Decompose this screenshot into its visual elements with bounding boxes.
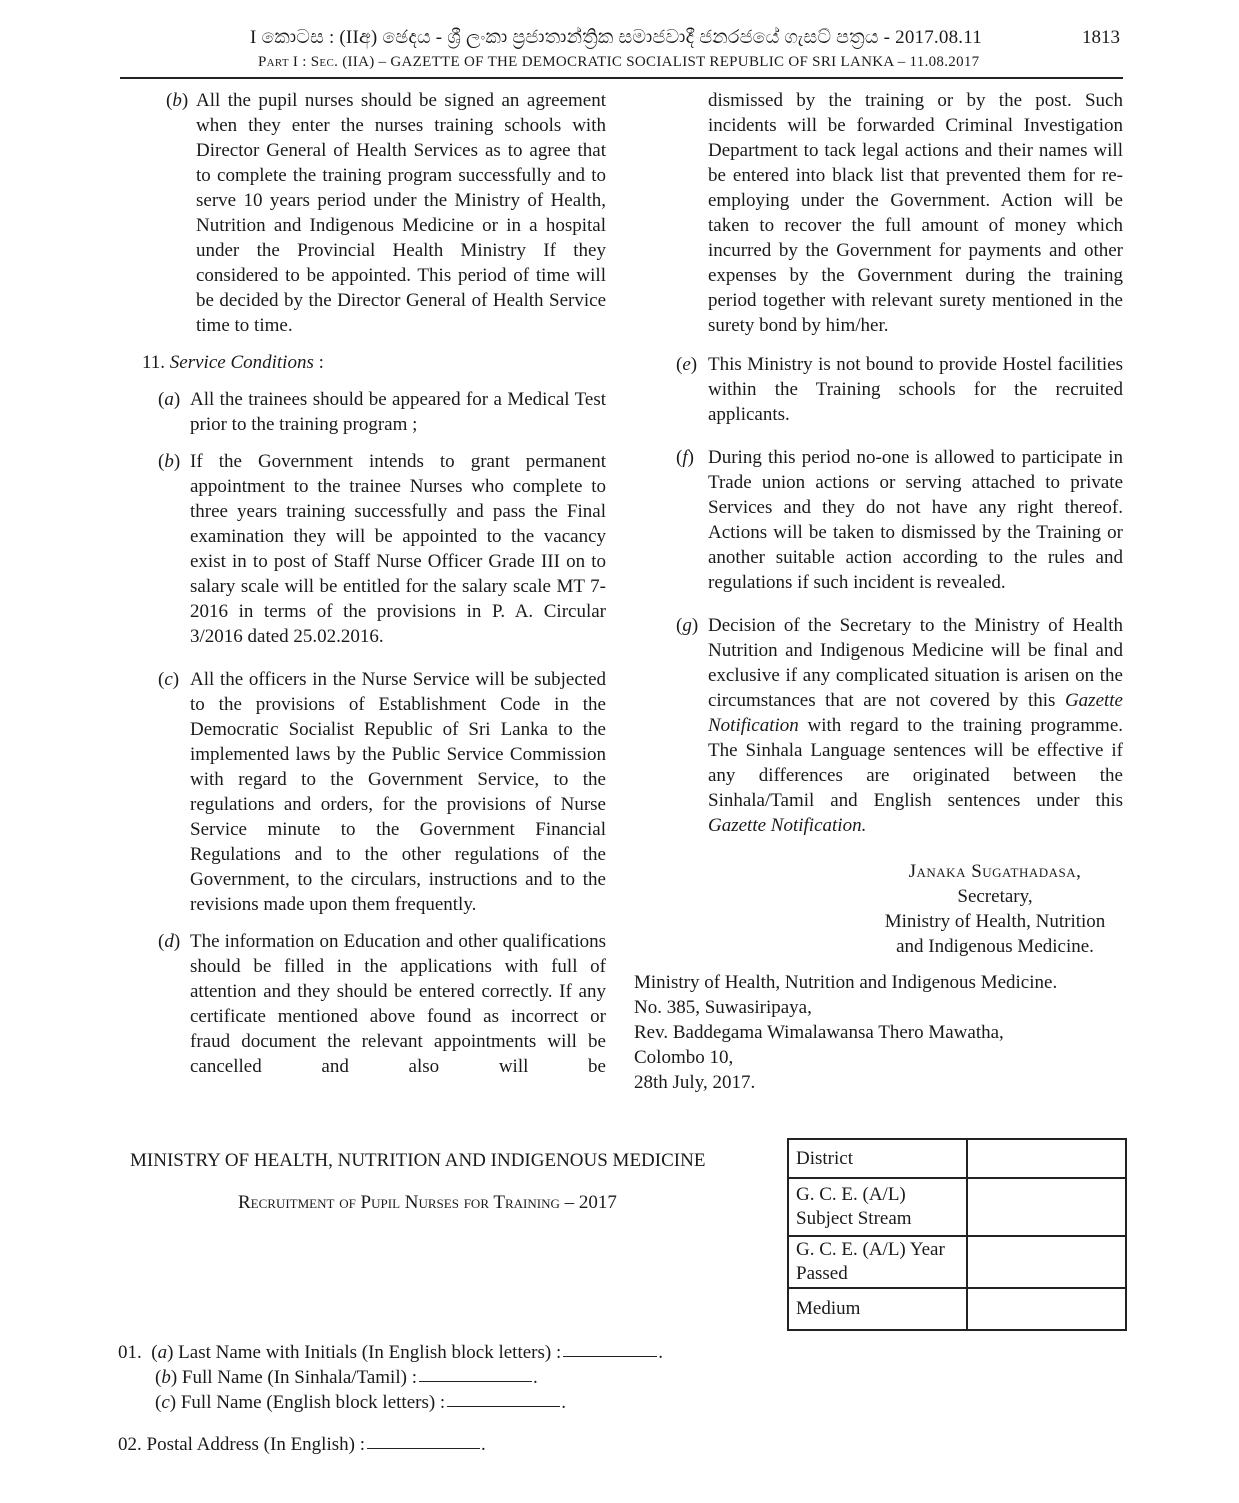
address-line: Colombo 10, <box>634 1047 734 1068</box>
page-number: 1813 <box>1082 27 1120 48</box>
item-label: (a) <box>158 389 181 410</box>
condition-a <box>158 387 606 437</box>
header-sinhala-line: I කොටස : (IIඅ) ඡෙදය - ශ්‍රී ලංකා ප්‍රජාතාන්ත්‍රික සමාජවාදී ජනරජයේ ගැසට් පත්‍රය - 2017.08.11 <box>250 27 982 48</box>
right-column <box>676 88 1123 838</box>
question-01c: (c) Full Name (English block letters) : . <box>155 1392 566 1413</box>
item-text: This Ministry is not bound to provide Hostel facilities within the Training schools for the recruited applicants. <box>708 354 1123 425</box>
question-01a: 01. (a) Last Name with Initials (In English block letters) : . <box>118 1342 663 1363</box>
item-text: The information on Education and other qualifications should be filled in the applications with full of attention and they should be entered correctly. If any certificate mentioned above found as incorrect or fraud document the relevant appointments will be cancelled and also will be <box>190 931 606 1077</box>
condition-e <box>676 352 1123 427</box>
header-english-text: Part I : Sec. (IIA) – GAZETTE OF THE DEMOCRATIC SOCIALIST REPUBLIC OF SRI LANKA – 11.08.2017 <box>258 54 980 70</box>
item-label: b <box>161 1367 171 1388</box>
table-row <box>788 1236 1126 1288</box>
signatory-title: Secretary, <box>957 886 1033 907</box>
field-value-box[interactable] <box>967 1236 1126 1288</box>
section-title: Service Conditions <box>169 352 314 373</box>
item-label: a <box>157 1342 168 1363</box>
signatory-ministry-line2: and Indigenous Medicine. <box>896 936 1094 957</box>
item-text: If the Government intends to grant permanent appointment to the trainee Nurses who complete to three years training successfully and pass the Final examination they will be appointed to the vacancy exist in to post of Staff Nurse Officer Grade III on to salary scale will be entitled for the salary scale MT 7-2016 in terms of the provisions in P. A. Circular 3/2016 dated 25.02.2016. <box>190 451 606 647</box>
field-label: G. C. E. (A/L) Subject Stream <box>788 1178 967 1236</box>
address-line: Rev. Baddegama Wimalawansa Thero Mawatha, <box>634 1022 1004 1043</box>
item-text: During this period no-one is allowed to participate in Trade union actions or serving attached to private Services and they do not have any right thereof. Actions will be taken to dismissed by the Training or another suitable action according to the rules and regulations if such incident is revealed. <box>708 447 1123 593</box>
answer-line[interactable] <box>447 1406 560 1407</box>
field-label: Medium <box>788 1288 967 1330</box>
question-text: Full Name (English block letters) : <box>180 1392 446 1413</box>
table-row <box>788 1288 1126 1330</box>
section-colon: : <box>313 352 324 373</box>
condition-d <box>158 929 606 1079</box>
condition-d-continuation: dismissed by the training or by the post. Such incidents will be forwarded Criminal Investigation Department to tack legal actions and their names will be entered into black list that prevented them for re-employing under the Government. Action will be taken to recover the full amount of money which incurred by the Government for payments and other expenses by the Government during the training period together with relevant surety mentioned in the surety bond by him/her. <box>708 90 1123 336</box>
item-label: c <box>161 1392 170 1413</box>
field-value-box[interactable] <box>967 1139 1126 1178</box>
item-text: Decision of the Secretary to the Ministry of Health Nutrition and Indigenous Medicine will be final and exclusive if any complicated situation is arisen on the circumstances that are not covered by this Gazette Notification with regard to the training programme. The Sinhala Language sentences will be effective if any differences are originated between the Sinhala/Tamil and English sentences under this Gazette Notification. <box>708 615 1123 836</box>
ministry-address <box>634 970 1114 1095</box>
address-line: No. 385, Suwasiripaya, <box>634 997 812 1018</box>
answer-line[interactable] <box>419 1381 532 1382</box>
item-b-agreement <box>166 88 606 338</box>
question-number: 01. <box>118 1342 142 1363</box>
item-text: All the pupil nurses should be signed an agreement when they enter the nurses training schools with Director General of Health Services as to agree that to complete the training program successfully and to serve 10 years period under the Ministry of Health, Nutrition and Indigenous Medicine or in a hospital under the Provincial Health Ministry If they considered to be appointed. This period of time will be decided by the Director General of Health Service time to time. <box>196 90 606 336</box>
item-label: (e) <box>676 354 698 375</box>
form-recruitment-title: Recruitment of Pupil Nurses for Training – 2017 <box>238 1192 617 1213</box>
header-english-line <box>258 54 1058 71</box>
section-number: 11. <box>142 352 166 373</box>
section-heading <box>142 350 606 375</box>
left-column <box>142 88 606 1079</box>
signatory-name: Janaka Sugathadasa, <box>908 861 1082 882</box>
item-text: All the trainees should be appeared for a Medical Test prior to the training program ; <box>190 389 606 435</box>
field-label: District <box>788 1139 967 1178</box>
question-02: 02. Postal Address (In English) : . <box>118 1434 486 1455</box>
condition-b <box>158 449 606 649</box>
question-text: Last Name with Initials (In English block letters) : <box>178 1342 562 1363</box>
applicant-info-table <box>787 1138 1127 1331</box>
condition-c <box>158 667 606 917</box>
table-row <box>788 1139 1126 1178</box>
header-rule <box>120 77 1123 79</box>
condition-g <box>676 613 1123 838</box>
table-row <box>788 1178 1126 1236</box>
field-value-box[interactable] <box>967 1178 1126 1236</box>
address-line: Ministry of Health, Nutrition and Indigenous Medicine. <box>634 972 1058 993</box>
answer-line[interactable] <box>563 1356 657 1357</box>
item-text: All the officers in the Nurse Service will be subjected to the provisions of Establishment Code in the Democratic Socialist Republic of Sri Lanka to the implemented laws by the Public Service Commission with regard to the Government Service, to the regulations and orders, for the provisions of Nurse Service minute to the Government Financial Regulations and to the other regulations of the Government, to the circulars, instructions and to the revisions made upon them frequently. <box>190 669 606 915</box>
question-text: 02. Postal Address (In English) : <box>118 1434 365 1455</box>
field-label: G. C. E. (A/L) Year Passed <box>788 1236 967 1288</box>
address-date: 28th July, 2017. <box>634 1072 756 1093</box>
item-label: (d) <box>158 931 181 952</box>
answer-line[interactable] <box>367 1448 480 1449</box>
item-label: (f) <box>676 447 694 468</box>
item-label: (b) <box>158 451 181 472</box>
field-value-box[interactable] <box>967 1288 1126 1330</box>
item-label: (b) <box>166 90 189 111</box>
form-ministry-title: MINISTRY OF HEALTH, NUTRITION AND INDIGENOUS MEDICINE <box>130 1150 706 1171</box>
question-text: Full Name (In Sinhala/Tamil) : <box>181 1367 417 1388</box>
item-label: (c) <box>158 669 180 690</box>
question-01b: (b) Full Name (In Sinhala/Tamil) : . <box>155 1367 538 1388</box>
condition-f <box>676 445 1123 595</box>
signatory-ministry-line1: Ministry of Health, Nutrition <box>884 911 1106 932</box>
item-label: (g) <box>676 615 699 636</box>
